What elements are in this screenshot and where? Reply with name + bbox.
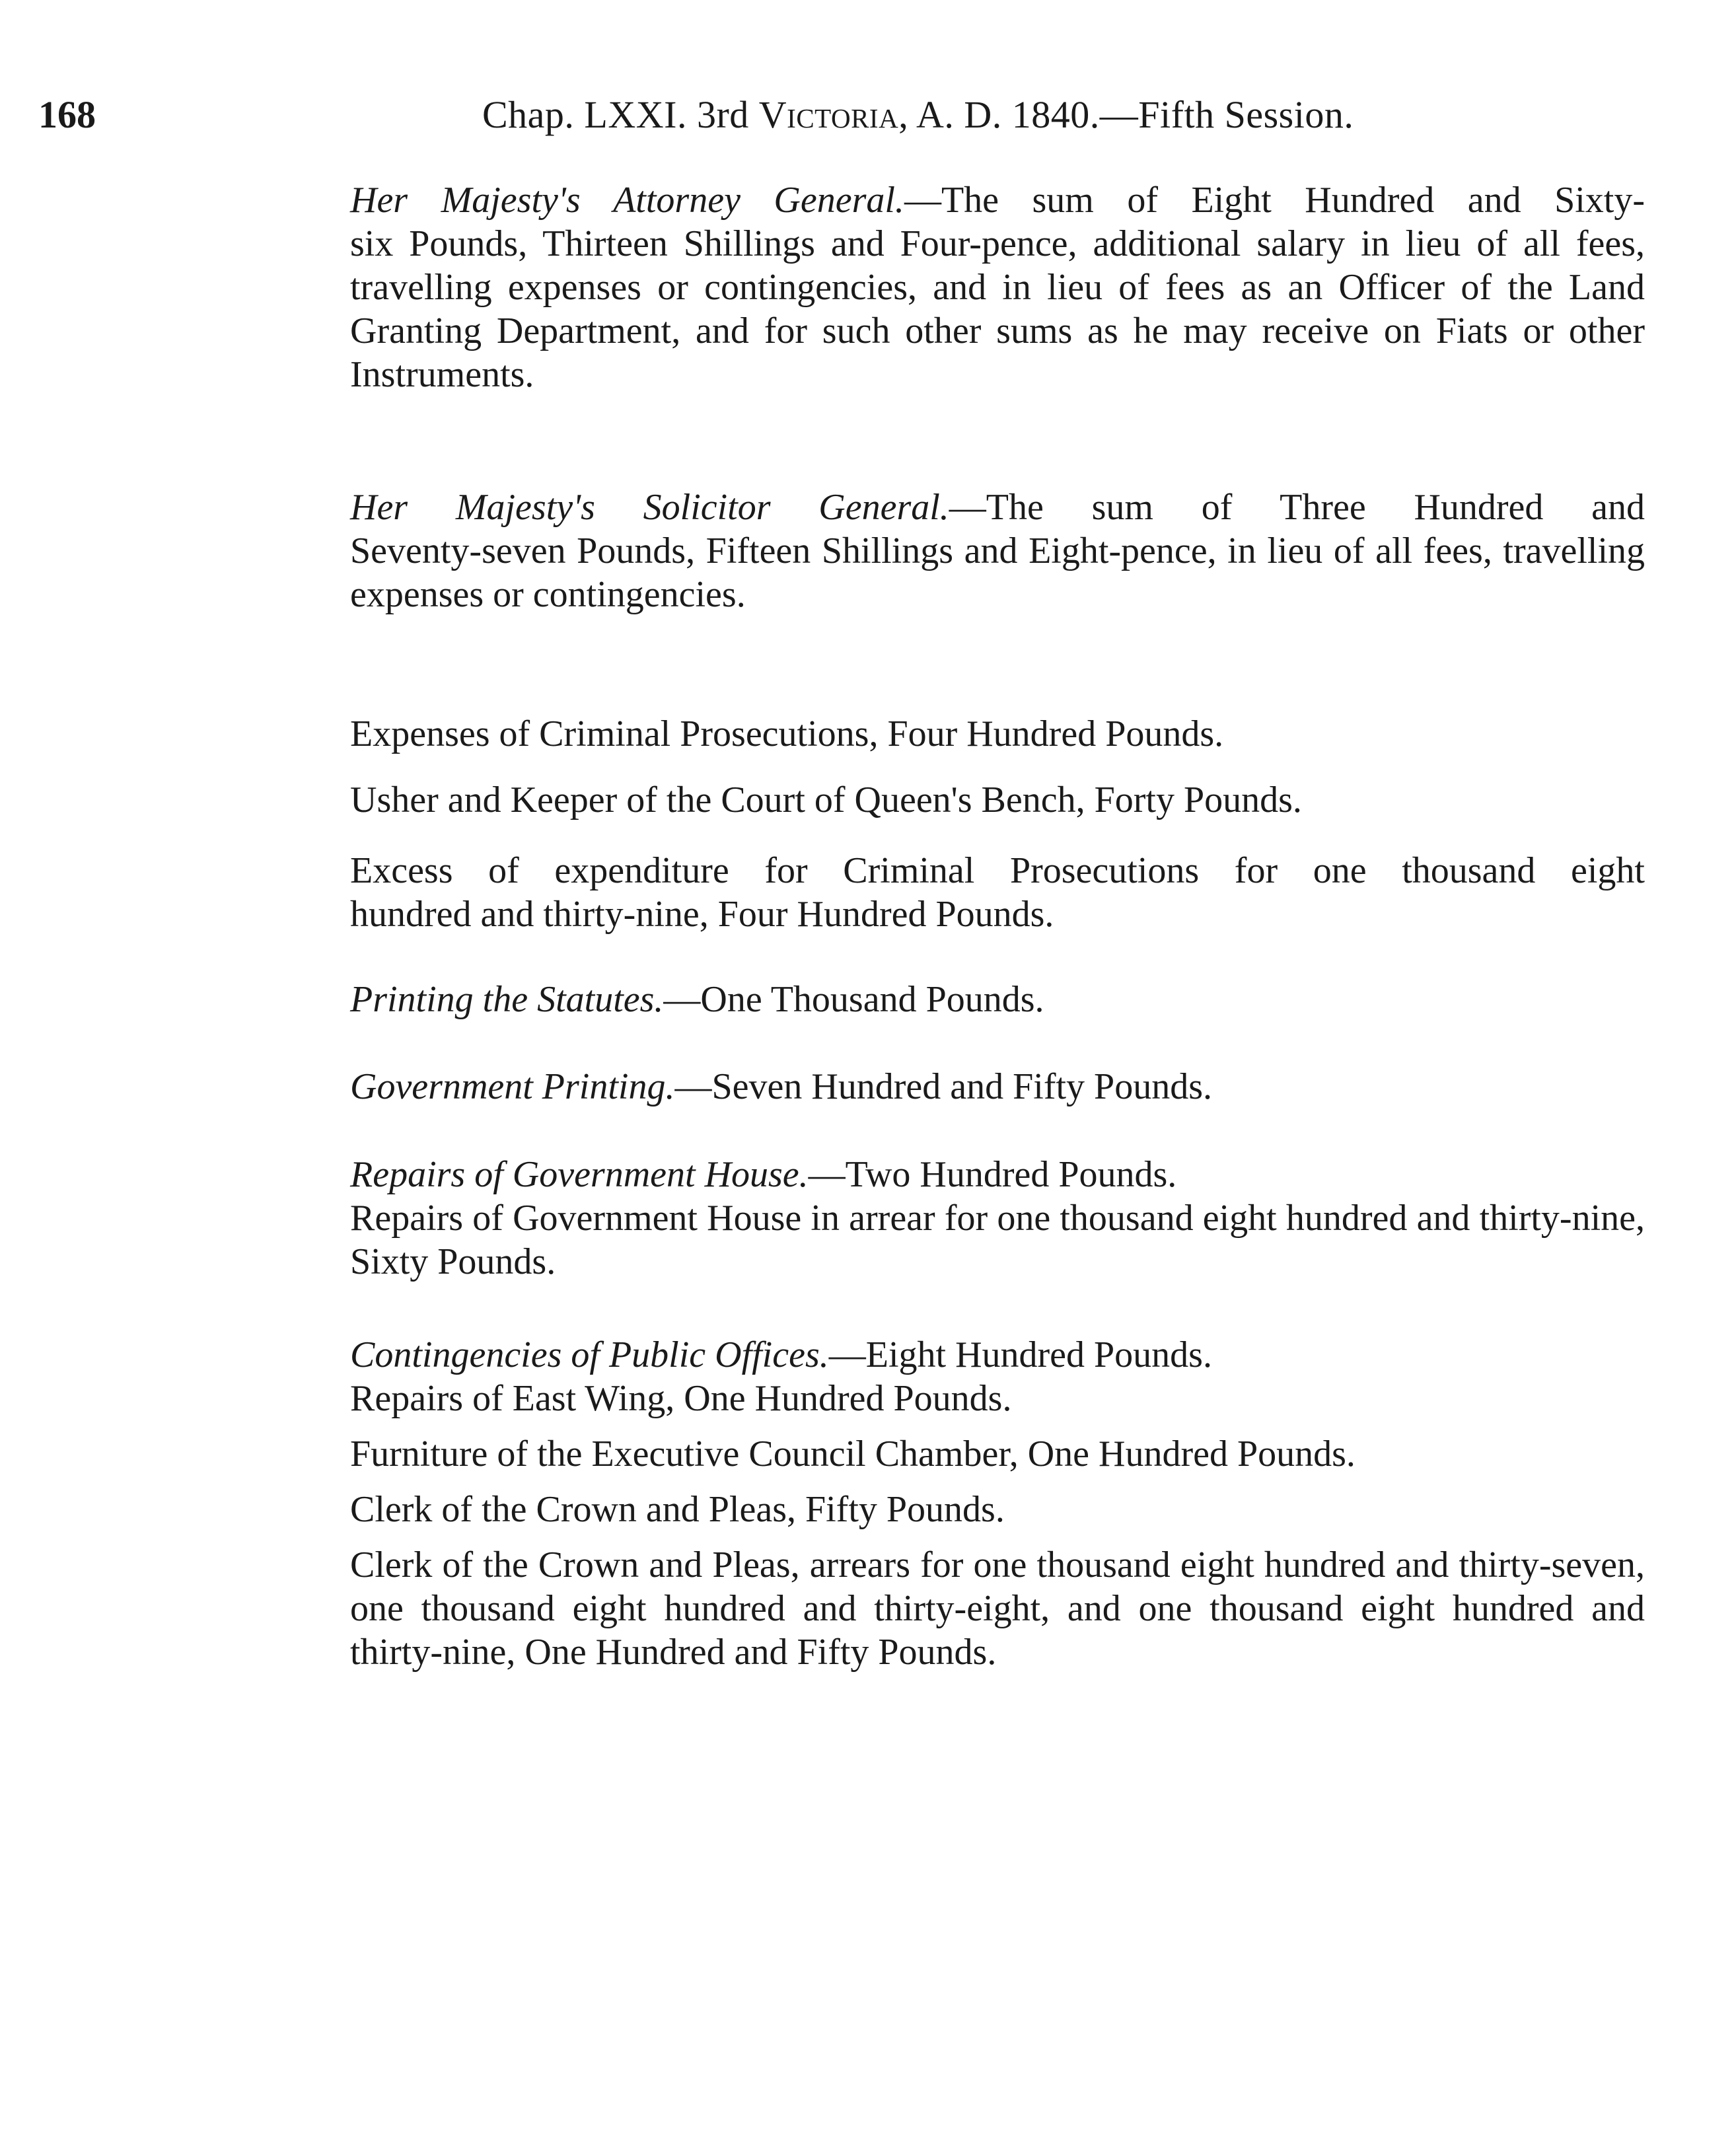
entry-government-printing xyxy=(350,1065,1645,1108)
entry-subitem: Repairs of Government House in arrear for one thousand eight hundred and thirty-nine, Sixty Pounds. xyxy=(350,1198,1645,1282)
entry-subitem: Clerk of the Crown and Pleas, Fifty Pounds. xyxy=(350,1489,1005,1530)
entry-solicitor-general xyxy=(350,486,1645,616)
year-prefix: 3rd xyxy=(696,93,759,136)
entry-continuation: six Pounds, Thirteen Shillings and Four-pence, additional salary in lieu of all fees, travelling expenses or contingencies, and in lieu of fees as an Officer of the Land Granting Department, and for such other sums as he may receive on Fiats or other Instruments. xyxy=(350,223,1645,395)
entry-title: Contingencies of Public Offices. xyxy=(350,1334,829,1375)
entry-subitem: Clerk of the Crown and Pleas, arrears for one thousand eight hundred and thirty-seven, one thousand eight hundred and thirty-eight, and one thousand eight hundred and thirty-nine, One Hundred and Fifty Pounds. xyxy=(350,1544,1645,1673)
entry-text: Expenses of Criminal Prosecutions, Four Hundred Pounds. xyxy=(350,713,1224,754)
running-title xyxy=(482,92,1354,137)
entry-contingencies-public-offices xyxy=(350,1333,1645,1674)
entry-subitem: Furniture of the Executive Council Chamber, One Hundred Pounds. xyxy=(350,1433,1356,1474)
entry-title: Her Majesty's Attorney General. xyxy=(350,180,904,221)
page-number: 168 xyxy=(38,93,96,136)
entry-text: —The sum of Eight Hundred and Sixty- xyxy=(904,180,1645,221)
entry-usher-keeper xyxy=(350,778,1645,822)
entry-first-line xyxy=(350,178,1645,222)
entry-title: Printing the Statutes. xyxy=(350,979,664,1020)
entry-line xyxy=(350,978,1645,1021)
sovereign-name: Victoria xyxy=(758,93,899,136)
entry-continuation: hundred and thirty-nine, Four Hundred Pounds. xyxy=(350,894,1054,935)
chapter-label: Chap. LXXI. xyxy=(482,93,687,136)
entry-continuation: Seventy-seven Pounds, Fifteen Shillings and Eight-pence, in lieu of all fees, travelling expenses or contingencies. xyxy=(350,530,1645,615)
entry-first-line: Excess of expenditure for Criminal Prosecutions for one thousand eight xyxy=(350,850,1645,891)
entry-printing-statutes xyxy=(350,978,1645,1021)
entry-title: Government Printing. xyxy=(350,1066,675,1107)
page-header xyxy=(0,92,1736,152)
entry-text: Usher and Keeper of the Court of Queen's Bench, Forty Pounds. xyxy=(350,780,1302,820)
entry-text: —Eight Hundred Pounds. xyxy=(828,1334,1212,1375)
entry-title: Her Majesty's Solicitor General. xyxy=(350,487,949,528)
entry-title: Repairs of Government House. xyxy=(350,1154,809,1195)
entry-text: —Two Hundred Pounds. xyxy=(808,1154,1177,1195)
entry-line xyxy=(350,1153,1645,1196)
entry-text: —Seven Hundred and Fifty Pounds. xyxy=(674,1066,1212,1107)
entry-line xyxy=(350,1333,1645,1377)
entry-excess-expenditure xyxy=(350,849,1645,936)
entry-first-line xyxy=(350,486,1645,529)
session-label: , A. D. 1840.—Fifth Session. xyxy=(898,93,1354,136)
entry-repairs-government-house xyxy=(350,1153,1645,1284)
entry-text: —The sum of Three Hundred and xyxy=(949,487,1646,528)
entry-line xyxy=(350,1065,1645,1108)
entry-criminal-prosecutions xyxy=(350,712,1645,756)
entry-text: —One Thousand Pounds. xyxy=(663,979,1044,1020)
entry-attorney-general xyxy=(350,178,1645,396)
entry-subitem: Repairs of East Wing, One Hundred Pounds. xyxy=(350,1378,1012,1419)
